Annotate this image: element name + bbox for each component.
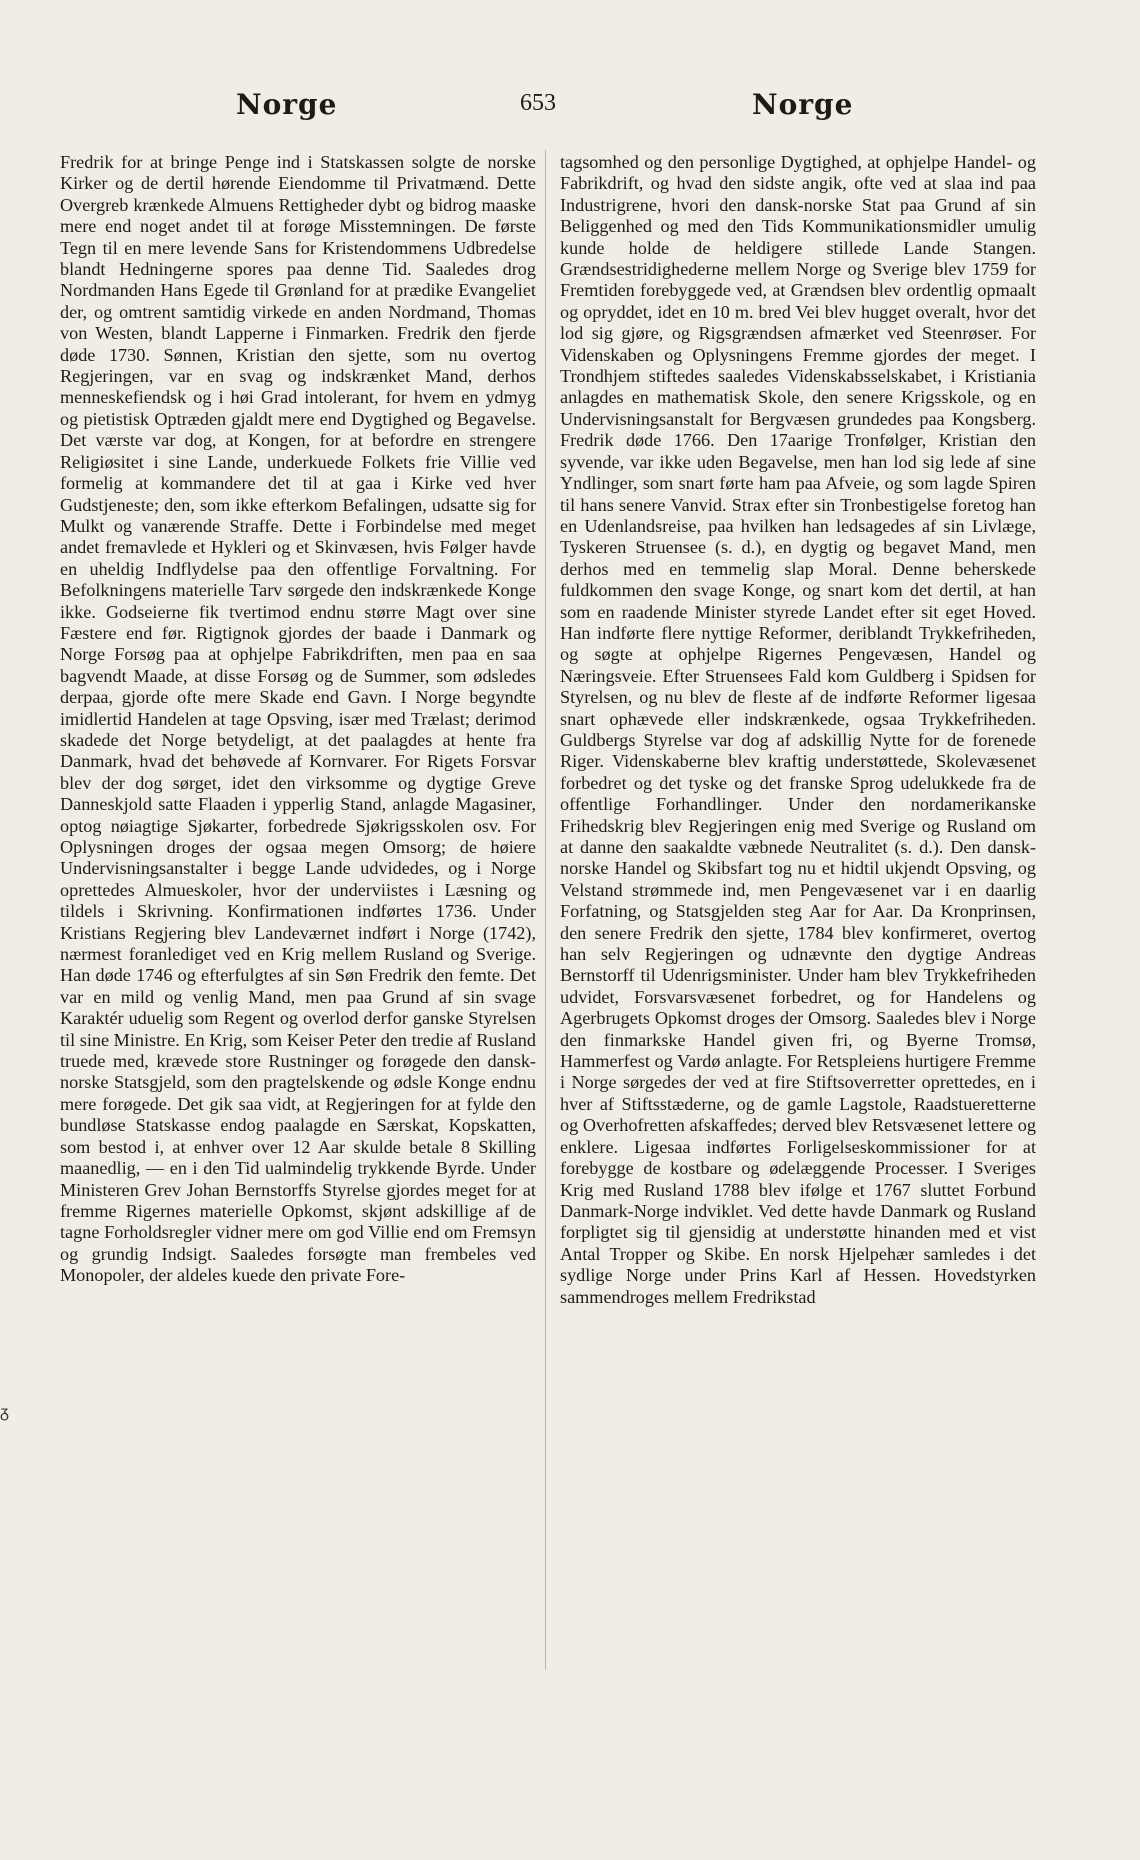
left-column: [60, 152, 536, 1287]
running-header: [0, 88, 1140, 128]
column-divider: [545, 150, 546, 1670]
header-left-word: Norge: [236, 88, 338, 121]
header-right-word: Norge: [752, 88, 854, 121]
left-column-text: Fredrik for at bringe Penge ind i Statskassen solgte de norske Kirker og de dertil hørende Eiendomme til Privatmænd. Dette Overgreb krænkede Almuens Rettigheder dybt og bidrog maaske mere end noget andet til at forøge Misstemningen. De første Tegn til en mere levende Sans for Kristendommens Udbredelse blandt Hedningerne spores paa denne Tid. Saaledes drog Nordmanden Hans Egede til Grønland for at prædike Evangeliet der, og omtrent samtidig virkede en anden Nordmand, Thomas von Westen, blandt Lapperne i Finmarken. Fredrik den fjerde døde 1730. Sønnen, Kristian den sjette, som nu overtog Regjeringen, var en svag og indskrænket Mand, derhos menneskefiendsk og i høi Grad intolerant, for hvem en ydmyg og pietistisk Optræden gjaldt mere end Dygtighed og Begavelse. Det værste var dog, at Kongen, for at befordre en strengere Religiøsitet i sine Lande, underkuede Folkets frie Villie ved formelig at kommandere det til at gaa i Kirke ved hver Gudstjeneste; den, som ikke efterkom Befalingen, udsatte sig for Mulkt og vanærende Straffe. Dette i Forbindelse med meget andet fremavlede et Hykleri og et Skinvæsen, hvis Følger havde en uheldig Indflydelse paa den offentlige Forvaltning. For Befolkningens materielle Tarv sørgede den indskrænkede Konge ikke. Godseierne fik tvertimod endnu større Magt over sine Fæstere end før. Rigtignok gjordes der baade i Danmark og Norge Forsøg paa at ophjelpe Fabrikdriften, men paa en saa bagvendt Maade, at disse Forsøg og de Summer, som ødsledes derpaa, gjorde ofte mere Skade end Gavn. I Norge begyndte imidlertid Handelen at tage Opsving, især med Trælast; derimod skadede det Norge betydeligt, at det paalagdes at hente fra Danmark, hvad det behøvede af Kornvarer. For Rigets Forsvar blev der dog sørget, idet den virksomme og dygtige Greve Danneskjold satte Flaaden i ypperlig Stand, anlagde Magasiner, optog nøiagtige Sjøkarter, forbedrede Sjøkrigsskolen osv. For Oplysningen droges der ogsaa megen Omsorg; de høiere Undervisningsanstalter i begge Lande udvidedes, og i Norge oprettedes Almueskoler, hvor der underviistes i Læsning og tildels i Skrivning. Konfirmationen indførtes 1736. Under Kristians Regjering blev Landeværnet indført i Norge (1742), nærmest foranlediget ved en Krig mellem Rusland og Sverige. Han døde 1746 og efterfulgtes af sin Søn Fredrik den femte. Det var en mild og venlig Mand, men paa Grund af sin svage Karaktér uduelig som Regent og overlod derfor ganske Styrelsen til sine Ministre. En Krig, som Keiser Peter den tredie af Rusland truede med, krævede store Rustninger og forøgede den dansk-norske Statsgjeld, som den pragtelskende og ødsle Konge endnu mere forøgede. Det gik saa vidt, at Regjeringen for at fylde den bundløse Statskasse endog paalagde en Særskat, Kopskatten, som bestod i, at enhver over 12 Aar skulde betale 8 Skilling maanedlig, — en i den Tid ualmindelig trykkende Byrde. Under Ministeren Grev Johan Bernstorffs Styrelse gjordes meget for at fremme Rigernes materielle Opkomst, skjønt adskillige af de tagne Forholdsregler vidner mere om god Villie end om Fremsyn og grundig Indsigt. Saaledes forsøgte man frembeles ved Monopoler, der aldeles kuede den private Fore-: [60, 152, 536, 1286]
margin-mark: ᵹ: [0, 1402, 9, 1421]
right-column: [560, 152, 1036, 1308]
right-column-text: tagsomhed og den personlige Dygtighed, at ophjelpe Handel- og Fabrikdrift, og hvad den sidste angik, ofte ved at slaa ind paa Industrigrene, hvori den dansk-norske Stat paa Grund af sin Beliggenhed og med den Tids Kommunikationsmidler umulig kunde holde de heldigere stillede Lande Stangen. Grændsestridighederne mellem Norge og Sverige blev 1759 for Fremtiden forebyggede ved, at Grændsen blev ordentlig opmaalt og opryddet, idet en 10 m. bred Vei blev hugget overalt, hvor det lod sig gjøre, og Rigsgrændsen afmærket ved Steenrøser. For Videnskaben og Oplysningens Fremme gjordes der meget. I Trondhjem stiftedes saaledes Videnskabsselskabet, i Kristiania anlagdes en mathematisk Skole, den senere Krigsskole, og en Undervisningsanstalt for Bergvæsen grundedes paa Kongsberg. Fredrik døde 1766. Den 17aarige Tronfølger, Kristian den syvende, var ikke uden Begavelse, men han lod sig lede af sine Yndlinger, som snart førte ham paa Afveie, og som lagde Spiren til hans senere Vanvid. Strax efter sin Tronbestigelse foretog han en Udenlandsreise, paa hvilken han ledsagedes af sin Livlæge, Tyskeren Struensee (s. d.), en dygtig og begavet Mand, men derhos med en temmelig slap Moral. Denne beherskede fuldkommen den svage Konge, og snart kom det dertil, at han som en raadende Minister styrede Landet efter sit eget Hoved. Han indførte flere nyttige Reformer, deriblandt Trykkefriheden, og søgte at ophjelpe Rigernes Pengevæsen, Handel og Næringsveie. Efter Struensees Fald kom Guldberg i Spidsen for Styrelsen, og nu blev de fleste af de indførte Reformer ligesaa snart ophævede eller indskrænkede, ogsaa Trykkefriheden. Guldbergs Styrelse var dog af adskillig Nytte for de forenede Riger. Videnskaberne blev kraftig understøttede, Skolevæsenet forbedret og det tyske og det franske Sprog udelukkede fra de offentlige Forhandlinger. Under den nordamerikanske Frihedskrig blev Regjeringen enig med Sverige og Rusland om at danne den saakaldte væbnede Neutralitet (s. d.). Den dansk-norske Handel og Skibsfart tog nu et hidtil ukjendt Opsving, og Velstand strømmede ind, men Pengevæsenet var i en daarlig Forfatning, og Statsgjelden steg Aar for Aar. Da Kronprinsen, den senere Fredrik den sjette, 1784 blev konfirmeret, overtog han selv Regjeringen og udnævnte den dygtige Andreas Bernstorff til Udenrigsminister. Under ham blev Trykkefriheden udvidet, Forsvarsvæsenet forbedret, og for Handelens og Agerbrugets Opkomst droges der Omsorg. Saaledes blev i Norge den finmarkske Handel given fri, og Byerne Tromsø, Hammerfest og Vardø anlagte. For Retspleiens hurtigere Fremme i Norge sørgedes der ved at fire Stiftsoverretter oprettedes, en i hver af Stiftsstæderne, og de gamle Lagstole, Raadstueretterne og Overhofretten afskaffedes; derved blev Retsvæsenet lettere og enklere. Ligesaa indførtes Forligelseskommissioner for at forebygge de kostbare og ødelæggende Processer. I Sveriges Krig med Rusland 1788 blev ifølge et 1767 sluttet Forbund Danmark-Norge indviklet. Ved dette havde Danmark og Rusland forpligtet sig til gjensidig at understøtte hinanden med et vist Antal Tropper og Skibe. En norsk Hjelpehær samledes i det sydlige Norge under Prins Karl af Hessen. Hovedstyrken sammendroges mellem Fredrikstad: [560, 152, 1036, 1307]
page-number: 653: [520, 90, 556, 116]
